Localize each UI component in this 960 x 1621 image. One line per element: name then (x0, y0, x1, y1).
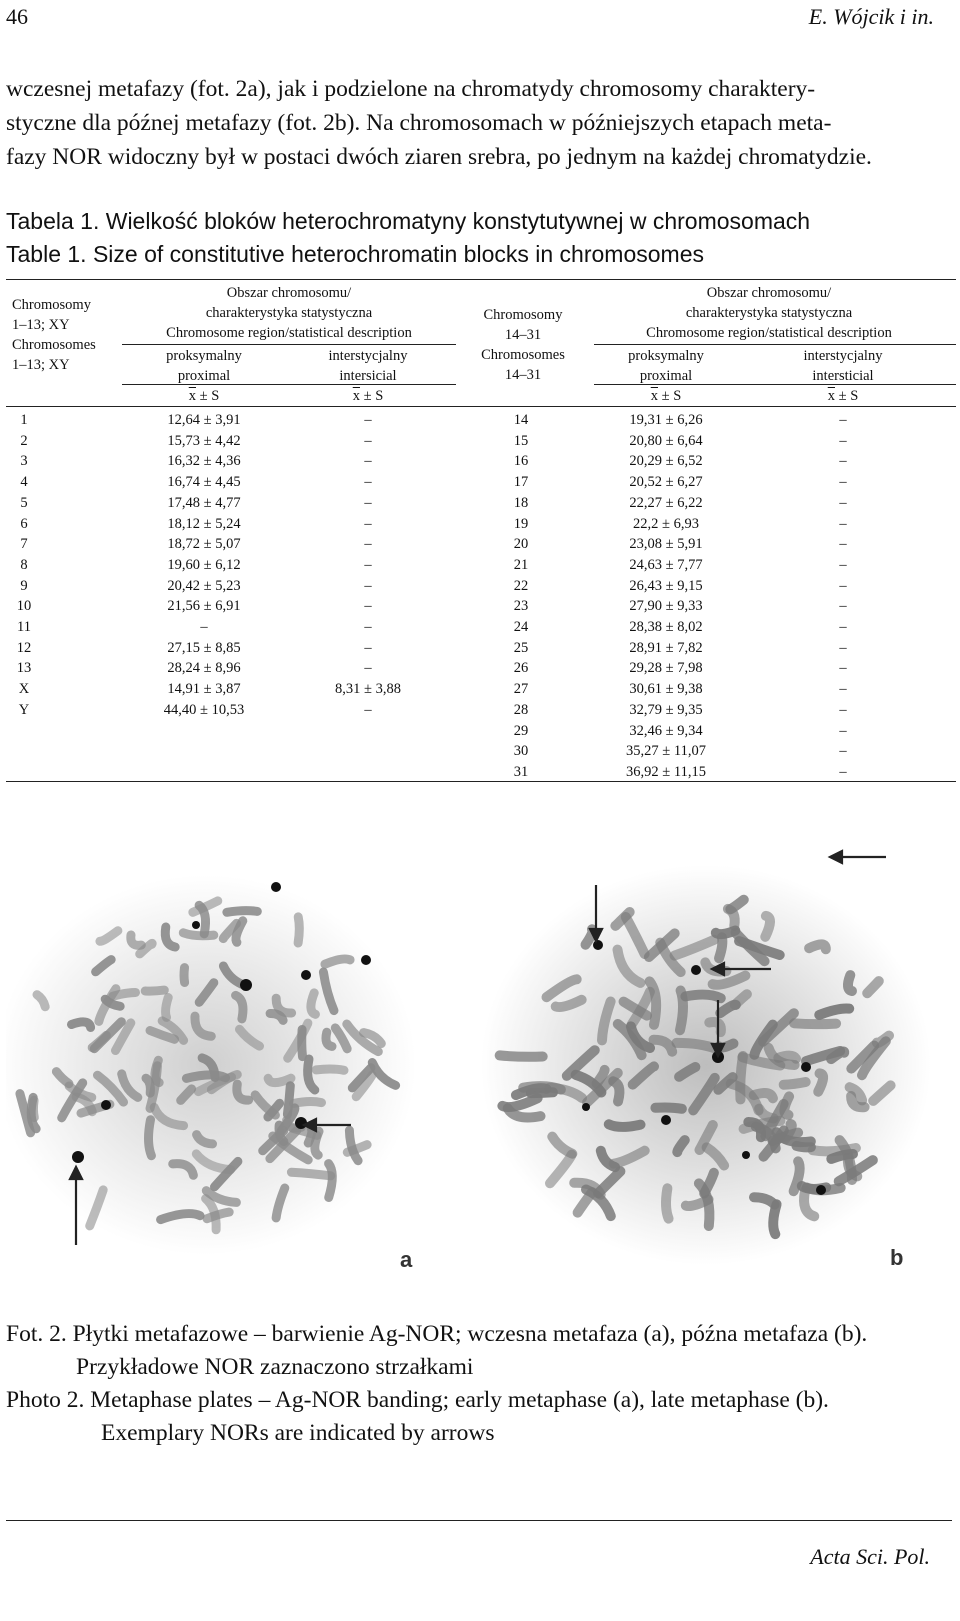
nor-dot (271, 882, 281, 892)
chromosome-shape (765, 916, 770, 937)
header-line: Chromosome region/statistical description (166, 325, 412, 341)
chromosome-cell: X (18, 681, 30, 698)
header-line: intersicial (339, 368, 397, 384)
chromosome-cell: 3 (20, 453, 28, 470)
chromosome-shape (316, 1069, 344, 1070)
chromosome-cell: 31 (513, 763, 529, 780)
interstitial-cell: – (364, 660, 372, 677)
chromosome-cell: 11 (17, 619, 31, 635)
footer-rule (6, 1520, 952, 1521)
right-table-row (6, 721, 956, 742)
mean-symbol: $\overline{x}$ (827, 388, 835, 404)
nor-dot (801, 1062, 811, 1072)
interstitial-cell: – (364, 412, 372, 428)
chromosome-cell: Y (18, 701, 30, 718)
right-region-rule (594, 344, 956, 345)
nor-dot (593, 940, 603, 950)
header-line: proksymalny (628, 348, 704, 364)
photo-caption-pl-1: Fot. 2. Płytki metafazowe – barwienie Ag-NOR; wczesna metafaza (a), późna metafaza (b). (6, 1321, 868, 1347)
nor-dot (295, 1117, 307, 1129)
stat-label: ± S (834, 388, 859, 404)
right-region-header (596, 283, 942, 343)
chromosome-shape (818, 1073, 823, 1091)
interstitial-cell: – (839, 515, 847, 532)
table-top-rule (6, 279, 956, 280)
chromosome-shape (291, 1172, 330, 1176)
right-proximal-stat (586, 386, 746, 406)
chromosome-cell: 30 (513, 743, 529, 760)
interstitial-cell: – (364, 494, 372, 511)
interstitial-cell: – (839, 453, 847, 470)
left-proximal-stat (124, 386, 284, 406)
right-interstitial-header (758, 346, 928, 386)
photo-caption-en-1: Photo 2. Metaphase plates – Ag-NOR banding; early metaphase (a), late metaphase (b). (6, 1387, 829, 1413)
proximal-cell: 22,2 ± 6,93 (633, 515, 699, 532)
metaphase-photos (6, 835, 952, 1285)
chromosome-shape (740, 1056, 743, 1099)
interstitial-cell: – (839, 412, 847, 428)
chromosome-shape (311, 993, 316, 1014)
proximal-cell: 20,29 ± 6,52 (629, 453, 703, 470)
chromosome-shape (848, 975, 852, 991)
body-paragraph (6, 72, 954, 174)
interstitial-cell: – (839, 763, 847, 780)
photo-label-a: a (400, 1247, 413, 1272)
nor-dot (240, 979, 252, 991)
nor-dot (661, 1115, 671, 1125)
nor-dot (101, 1100, 111, 1110)
chromosome-cell: 8 (20, 556, 28, 573)
chromosome-cell: 6 (20, 515, 28, 532)
header-line: 1–13; XY (12, 357, 70, 373)
chromosome-cell: 18 (513, 494, 529, 511)
chromosome-cell: 26 (513, 660, 529, 677)
interstitial-cell: – (364, 474, 372, 491)
interstitial-cell: – (364, 619, 372, 635)
right-table-row (6, 617, 956, 638)
right-interstitial-stat (758, 386, 928, 406)
chromosome-shape (315, 1131, 319, 1155)
chromosome-cell: 24 (513, 619, 529, 635)
left-sub-rule (122, 384, 456, 385)
chromosome-cell: 19 (513, 515, 529, 532)
header-line: Obszar chromosomu/ (706, 285, 832, 301)
proximal-cell: 28,38 ± 8,02 (629, 619, 703, 635)
chromosome-cell: 23 (513, 598, 529, 615)
header-line: charakterystyka statystyczna (685, 305, 853, 321)
chromosome-shape (809, 944, 826, 949)
mean-symbol: $\overline{x}$ (188, 388, 196, 404)
proximal-cell: 21,56 ± 6,91 (167, 598, 241, 615)
chromosome-cell: 25 (513, 639, 529, 656)
interstitial-cell: – (839, 701, 847, 718)
header-line: Chromosomes (481, 347, 565, 363)
chromosome-shape (145, 990, 164, 991)
interstitial-cell: – (839, 619, 847, 635)
chromosome-shape (797, 1146, 811, 1147)
chromosome-cell: 2 (20, 432, 28, 449)
header-line: proksymalny (166, 348, 242, 364)
proximal-cell: 35,27 ± 11,07 (626, 743, 706, 760)
paragraph-line: styczne dla późnej metafazy (fot. 2b). Na chromosomach w późniejszych etapach meta- (6, 110, 832, 136)
chromosome-cell: 12 (16, 639, 32, 656)
interstitial-cell: – (364, 556, 372, 573)
right-table-row (6, 451, 956, 472)
table-bottom-rule (6, 781, 956, 782)
header-line: charakterystyka statystyczna (205, 305, 373, 321)
interstitial-cell: – (839, 432, 847, 449)
right-table-row (6, 658, 956, 679)
chromosome-cell: 7 (20, 536, 28, 553)
proximal-cell: 19,31 ± 6,26 (629, 412, 703, 428)
nor-dot (301, 970, 311, 980)
journal-name: Acta Sci. Pol. (810, 1544, 930, 1569)
chromosome-shape (33, 1100, 34, 1117)
chromosome-shape (655, 1107, 682, 1108)
header-line: Chromosomy (12, 297, 91, 313)
interstitial-cell: – (364, 701, 372, 718)
photo-caption (6, 1318, 867, 1450)
chromosome-cell: 27 (513, 681, 529, 698)
header-line: Chromosome region/statistical description (646, 325, 892, 341)
interstitial-cell: – (364, 577, 372, 594)
stat-label: ± S (359, 388, 384, 404)
running-head: E. Wójcik i in. (808, 4, 934, 29)
chromosome-shape (523, 1086, 561, 1089)
stat-label: ± S (657, 388, 682, 404)
nor-dot (192, 921, 200, 929)
proximal-cell: 23,08 ± 5,91 (629, 536, 703, 553)
chromosome-cell: 1 (20, 412, 28, 428)
mean-symbol: $\overline{x}$ (352, 388, 360, 404)
header-line: 14–31 (504, 327, 542, 343)
interstitial-cell: – (364, 639, 372, 656)
right-sub-rule (594, 384, 956, 385)
nor-dot (72, 1151, 84, 1163)
left-proximal-header (124, 346, 284, 386)
proximal-cell: 20,42 ± 5,23 (167, 577, 241, 594)
header-bottom-rule (6, 406, 956, 407)
left-chromosome-header (12, 295, 122, 375)
chromosome-cell: 21 (513, 556, 529, 573)
chromosome-shape (685, 995, 720, 999)
table-caption-en: Table 1. Size of constitutive heterochromatin blocks in chromosomes (6, 241, 704, 267)
proximal-cell: – (200, 619, 208, 635)
right-table-row (6, 410, 956, 431)
right-table-row (6, 555, 956, 576)
chromosome-cell: 28 (513, 701, 529, 718)
chromosome-cell: 9 (20, 577, 28, 594)
interstitial-cell: – (839, 743, 847, 760)
header-line: 14–31 (504, 367, 542, 383)
right-table-row (6, 493, 956, 514)
chromosome-shape (149, 1120, 152, 1156)
header-line: Obszar chromosomu/ (226, 285, 352, 301)
interstitial-cell: – (839, 639, 847, 656)
right-table-row (6, 431, 956, 452)
header-line: proximal (639, 368, 693, 384)
chromosome-cell: 4 (20, 474, 28, 491)
right-chromosome-header (464, 305, 582, 385)
proximal-cell: 36,92 ± 11,15 (626, 763, 706, 780)
interstitial-cell: – (839, 598, 847, 615)
right-table-row (6, 472, 956, 493)
proximal-cell: 28,91 ± 7,82 (629, 639, 703, 656)
proximal-cell: 22,27 ± 6,22 (629, 494, 703, 511)
right-table-row (6, 679, 956, 700)
chromosome-shape (754, 1093, 773, 1098)
chromosome-shape (287, 1086, 290, 1115)
proximal-cell: 32,79 ± 9,35 (629, 701, 703, 718)
photo-caption-en-2: Exemplary NORs are indicated by arrows (101, 1420, 495, 1446)
right-proximal-header (586, 346, 746, 386)
proximal-cell: 27,90 ± 9,33 (629, 598, 703, 615)
proximal-cell: 19,60 ± 6,12 (167, 556, 241, 573)
chromosome-shape (719, 937, 722, 958)
chromosome-shape (794, 1023, 836, 1024)
proximal-cell: 17,48 ± 4,77 (167, 494, 241, 511)
chromosome-shape (666, 1188, 669, 1218)
proximal-cell: 14,91 ± 3,87 (167, 681, 241, 698)
right-table-row (6, 638, 956, 659)
proximal-cell: 29,28 ± 7,98 (629, 660, 703, 677)
page-number: 46 (6, 4, 28, 29)
chromosome-cell: 15 (513, 432, 529, 449)
nor-dot (691, 965, 701, 975)
header-line: 1–13; XY (12, 317, 70, 333)
chromosome-shape (784, 1082, 806, 1085)
chromosome-cell: 29 (513, 722, 529, 739)
chromosome-shape (329, 1164, 333, 1198)
proximal-cell: 20,80 ± 6,64 (629, 432, 703, 449)
paragraph-line: fazy NOR widoczny był w postaci dwóch ziaren srebra, po jednym na każdej chromatydzie. (6, 144, 872, 170)
nor-dot (742, 1151, 750, 1159)
right-table-row (6, 762, 956, 783)
right-table-row (6, 596, 956, 617)
left-interstitial-stat (288, 386, 448, 406)
header-line: intersticial (812, 368, 874, 384)
interstitial-cell: – (364, 598, 372, 615)
header-line: proximal (177, 368, 231, 384)
chromosome-cell: 22 (513, 577, 529, 594)
chromosome-cell: 14 (513, 412, 529, 428)
chromosome-cell: 20 (513, 536, 529, 553)
header-line: Chromosomy (483, 307, 563, 323)
interstitial-cell: – (839, 722, 847, 739)
chromosome-cell: 13 (16, 660, 32, 677)
nor-dot (816, 1185, 826, 1195)
chromosome-shape (227, 911, 257, 913)
proximal-cell: 15,73 ± 4,42 (167, 432, 241, 449)
interstitial-cell: – (364, 432, 372, 449)
proximal-cell: 26,43 ± 9,15 (629, 577, 703, 594)
chromosome-cell: 17 (513, 474, 529, 491)
chromosome-shape (609, 1124, 641, 1127)
proximal-cell: 16,74 ± 4,45 (167, 474, 241, 491)
proximal-cell: 30,61 ± 9,38 (629, 681, 703, 698)
photo-caption-pl-2: Przykładowe NOR zaznaczono strzałkami (76, 1354, 474, 1380)
proximal-cell: 32,46 ± 9,34 (629, 722, 703, 739)
right-table-row (6, 576, 956, 597)
right-table-row (6, 741, 956, 762)
interstitial-cell: – (839, 474, 847, 491)
chromosome-shape (183, 933, 214, 936)
interstitial-cell: – (839, 536, 847, 553)
chromosome-shape (500, 1055, 543, 1056)
proximal-cell: 18,72 ± 5,07 (167, 536, 241, 553)
chromosome-shape (294, 1102, 322, 1104)
chromosome-cell: 10 (16, 598, 32, 615)
left-region-rule (122, 344, 456, 345)
header-line: interstycjalny (803, 348, 883, 364)
chromosome-shape (184, 968, 185, 983)
interstitial-cell: – (364, 515, 372, 532)
interstitial-cell: – (839, 660, 847, 677)
proximal-cell: 28,24 ± 8,96 (167, 660, 241, 677)
table-caption (6, 205, 810, 271)
proximal-cell: 16,32 ± 4,36 (167, 453, 241, 470)
header-line: interstycjalny (328, 348, 408, 364)
chromosome-cell: 5 (20, 494, 28, 511)
stat-label: ± S (195, 388, 220, 404)
proximal-cell: 24,63 ± 7,77 (629, 556, 703, 573)
right-table-row (6, 514, 956, 535)
chromosome-shape (325, 959, 350, 964)
chromosome-shape (166, 998, 169, 1018)
right-table-row (6, 700, 956, 721)
chromosome-shape (113, 993, 136, 997)
interstitial-cell: – (839, 577, 847, 594)
interstitial-cell: – (839, 494, 847, 511)
proximal-cell: 20,52 ± 6,27 (629, 474, 703, 491)
right-table-row (6, 534, 956, 555)
interstitial-cell: 8,31 ± 3,88 (335, 681, 401, 698)
nor-dot (361, 955, 371, 965)
interstitial-cell: – (364, 536, 372, 553)
chromosome-shape (298, 917, 299, 943)
interstitial-cell: – (839, 556, 847, 573)
chromosome-shape (268, 1078, 291, 1082)
proximal-cell: 27,15 ± 8,85 (167, 639, 241, 656)
interstitial-cell: – (364, 453, 372, 470)
left-region-header (124, 283, 454, 343)
chromosome-cell: 16 (513, 453, 529, 470)
proximal-cell: 12,64 ± 3,91 (167, 412, 241, 428)
interstitial-cell: – (839, 681, 847, 698)
table-caption-pl: Tabela 1. Wielkość bloków heterochromatyny konstytutywnej w chromosomach (6, 208, 811, 234)
mean-symbol: $\overline{x}$ (650, 388, 658, 404)
proximal-cell: 18,12 ± 5,24 (167, 515, 241, 532)
left-interstitial-header (288, 346, 448, 386)
header-line: Chromosomes (12, 337, 96, 353)
proximal-cell: 44,40 ± 10,53 (163, 701, 245, 718)
paragraph-line: wczesnej metafazy (fot. 2a), jak i podzielone na chromatydy chromosomy charaktery- (6, 76, 816, 102)
nor-dot (582, 1103, 590, 1111)
photo-label-b: b (890, 1245, 904, 1270)
